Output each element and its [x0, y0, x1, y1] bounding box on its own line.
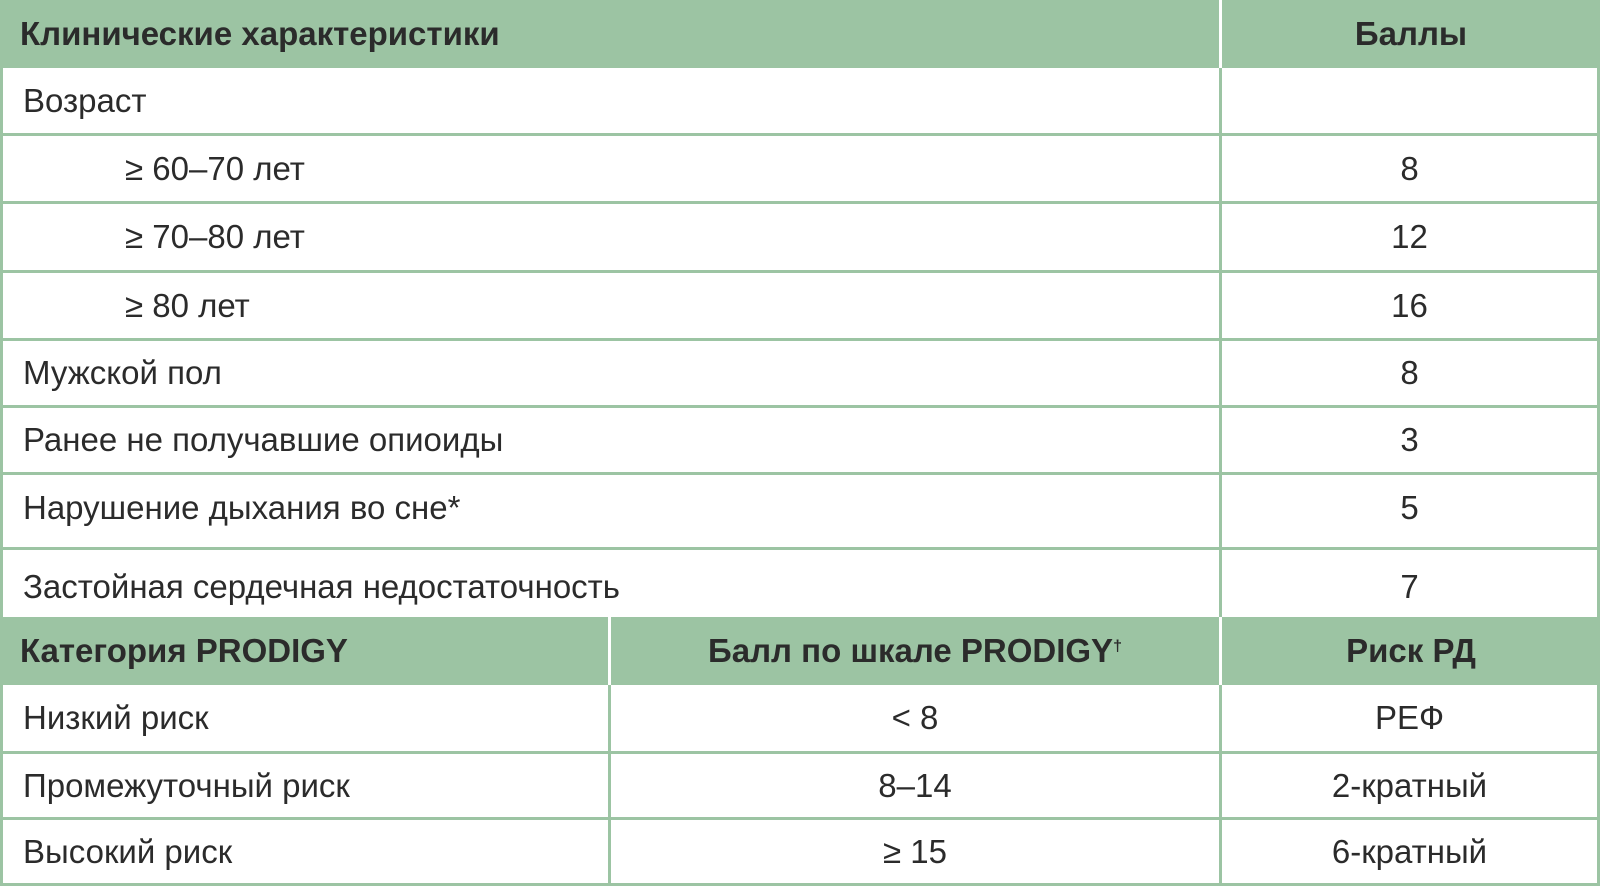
- category-cell: Низкий риск: [3, 685, 611, 751]
- row-label: Нарушение дыхания во сне*: [3, 475, 1222, 547]
- row-label: Мужской пол: [3, 341, 1222, 405]
- table-row: [0, 685, 1600, 751]
- risk-cell: РЕФ: [1374, 699, 1445, 736]
- points-header-label: Баллы: [1354, 15, 1468, 52]
- clinical-header-row: [0, 0, 1600, 68]
- row-label: ≥ 70–80 лет: [3, 204, 1222, 270]
- row-points: 16: [1391, 286, 1428, 324]
- dagger-mark: †: [1113, 638, 1122, 655]
- table-row: [0, 820, 1600, 883]
- table-row: [0, 136, 1600, 201]
- category-header-label: Категория PRODIGY: [0, 617, 611, 685]
- row-label: Застойная сердечная недостаточность: [3, 550, 1222, 617]
- table-row: [0, 68, 1600, 134]
- row-points: 8: [1400, 149, 1419, 187]
- table-row: [0, 475, 1600, 547]
- table-row: [0, 550, 1600, 617]
- row-points: 7: [1400, 567, 1419, 605]
- score-header-text: Балл по шкале PRODIGY: [708, 632, 1114, 669]
- table-row: [0, 273, 1600, 338]
- row-points: 12: [1391, 218, 1428, 255]
- score-cell: 8–14: [611, 754, 1222, 817]
- row-points: [1222, 68, 1597, 134]
- score-cell: ≥ 15: [611, 820, 1222, 883]
- row-label: ≥ 80 лет: [3, 273, 1222, 338]
- risk-cell: 6-кратный: [1331, 832, 1488, 870]
- score-header-label: [611, 617, 1222, 685]
- table-row: [0, 754, 1600, 817]
- category-cell: Высокий риск: [3, 820, 611, 883]
- table-row: [0, 341, 1600, 405]
- row-label: Ранее не получавшие опиоиды: [3, 408, 1222, 472]
- category-cell: Промежуточный риск: [3, 754, 611, 817]
- row-points: 5: [1400, 489, 1419, 526]
- risk-header-label: Риск РД: [1346, 632, 1476, 669]
- row-points: 3: [1400, 421, 1419, 458]
- row-points: 8: [1400, 354, 1419, 391]
- row-label: ≥ 60–70 лет: [3, 136, 1222, 201]
- clinical-header-label: Клинические характеристики: [0, 0, 1222, 68]
- table-row: [0, 204, 1600, 270]
- prodigy-header-row: [0, 617, 1600, 685]
- row-label: Возраст: [3, 68, 1222, 134]
- table-row: [0, 408, 1600, 472]
- score-cell: < 8: [611, 685, 1222, 751]
- risk-cell: 2-кратный: [1331, 766, 1488, 804]
